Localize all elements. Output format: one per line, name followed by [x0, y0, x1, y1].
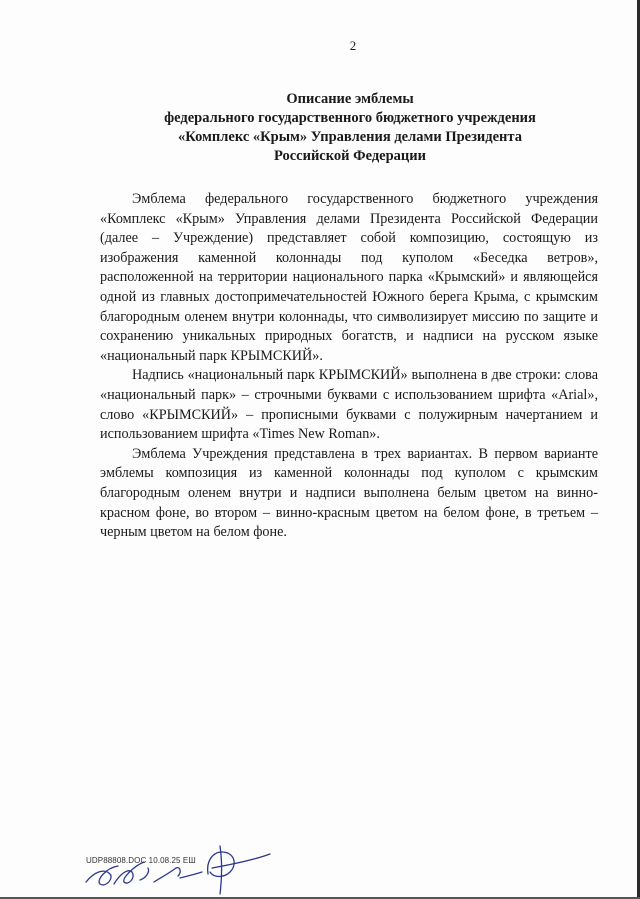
document-body — [100, 190, 598, 543]
title-line: «Комплекс «Крым» Управления делами Президента — [178, 129, 522, 145]
document-title — [100, 90, 600, 166]
body-paragraph: Эмблема федерального государственного бюджетного учреждения «Комплекс «Крым» Управления делами Президента Российской Федерации (далее – Учреждение) представляет собой композицию, состоящую из изображения каменной колоннады под куполом «Беседка ветров», расположенной на территории национального парка «Крымский» и являющейся одной из главных достопримечательностей Южного берега Крыма, с крымским благородным оленем внутри колоннады, что символизирует миссию по защите и сохранению уникальных природных богатств, и надписи на русском языке «национальный парк КРЫМСКИЙ». — [100, 191, 598, 364]
title-line: федерального государственного бюджетного учреждения — [164, 110, 536, 126]
body-paragraph: Эмблема Учреждения представлена в трех вариантах. В первом варианте эмблемы композиция из каменной колоннады под куполом с крымским благородным оленем внутри и надписи выполнена белым цветом на винно-красном фоне, во втором – винно-красным цветом на белом фоне, в третьем – черным цветом на белом фоне. — [100, 445, 598, 541]
body-paragraph: Надпись «национальный парк КРЫМСКИЙ» выполнена в две строки: слова «национальный парк» – строчными буквами с использованием шрифта «Arial», слово «КРЫМСКИЙ» – прописными буквами с полужирным начертанием и использованием шрифта «Times New Roman». — [100, 367, 598, 443]
page-number: 2 — [349, 38, 357, 53]
handwritten-signature — [84, 838, 274, 896]
title-line: Описание эмблемы — [286, 91, 414, 107]
title-line: Российской Федерации — [273, 148, 426, 164]
footer-doc-code: UDP88808.DOC 10.08.25 ЕШ — [86, 856, 196, 865]
